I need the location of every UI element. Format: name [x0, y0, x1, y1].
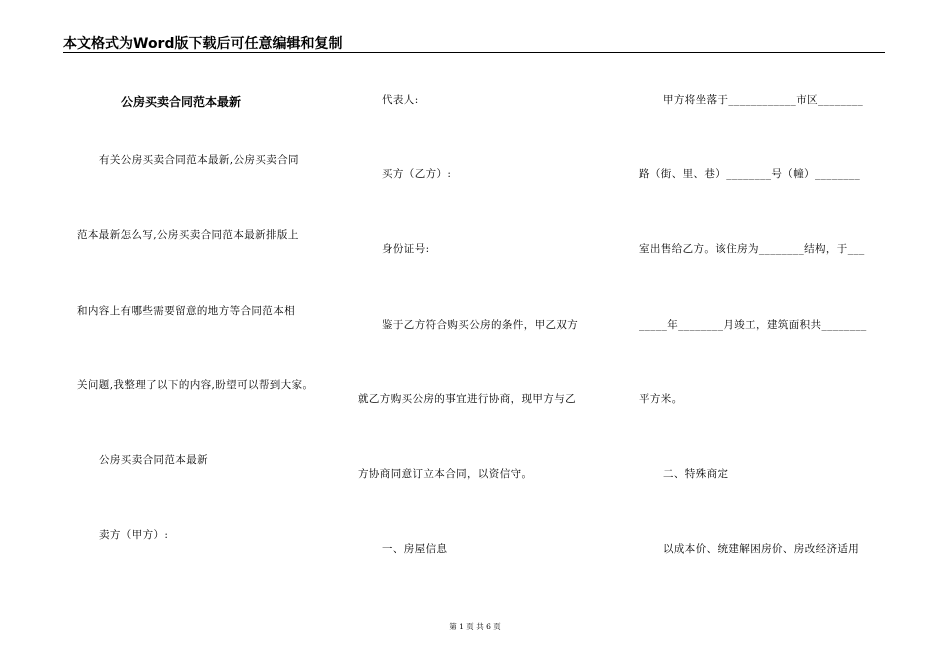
page-number: 第 1 页 共 6 页	[449, 622, 501, 631]
text-line: 鉴于乙方符合购买公房的条件，甲乙双方	[382, 319, 579, 331]
document-title: 公房买卖合同范本最新	[121, 95, 242, 109]
text-line: 关问题,我整理了以下的内容,盼望可以帮到大家。	[77, 379, 314, 391]
text-line: 就乙方购买公房的事宜进行协商，现甲方与乙	[358, 393, 576, 405]
text-line: 路（街、里、巷）________号（幢）________	[639, 168, 861, 180]
text-line: 甲方将坐落于____________市区________	[663, 94, 864, 106]
text-line: 身份证号:	[382, 243, 430, 255]
text-line: 买方（乙方）:	[382, 168, 452, 180]
text-line: _____年________月竣工，建筑面积共________	[639, 319, 867, 331]
text-line: 室出售给乙方。该住房为________结构，于___	[639, 243, 865, 255]
text-line: 以成本价、统建解困房价、房改经济适用	[663, 543, 860, 555]
text-line: 公房买卖合同范本最新	[99, 454, 208, 466]
text-line: 有关公房买卖合同范本最新,公房买卖合同	[99, 154, 299, 166]
text-line: 平方米。	[639, 393, 683, 405]
text-line: 和内容上有哪些需要留意的地方等合同范本相	[77, 305, 295, 317]
text-line: 范本最新怎么写,公房买卖合同范本最新排版上	[77, 229, 299, 241]
text-line: 方协商同意订立本合同，以资信守。	[358, 468, 533, 480]
section-heading: 二、特殊商定	[663, 468, 729, 480]
document-header: 本文格式为Word版下载后可任意编辑和复制	[63, 36, 343, 52]
header-rule	[63, 52, 885, 53]
text-line: 代表人:	[382, 94, 419, 106]
text-line: 卖方（甲方）:	[99, 529, 169, 541]
section-heading: 一、房屋信息	[382, 543, 448, 555]
